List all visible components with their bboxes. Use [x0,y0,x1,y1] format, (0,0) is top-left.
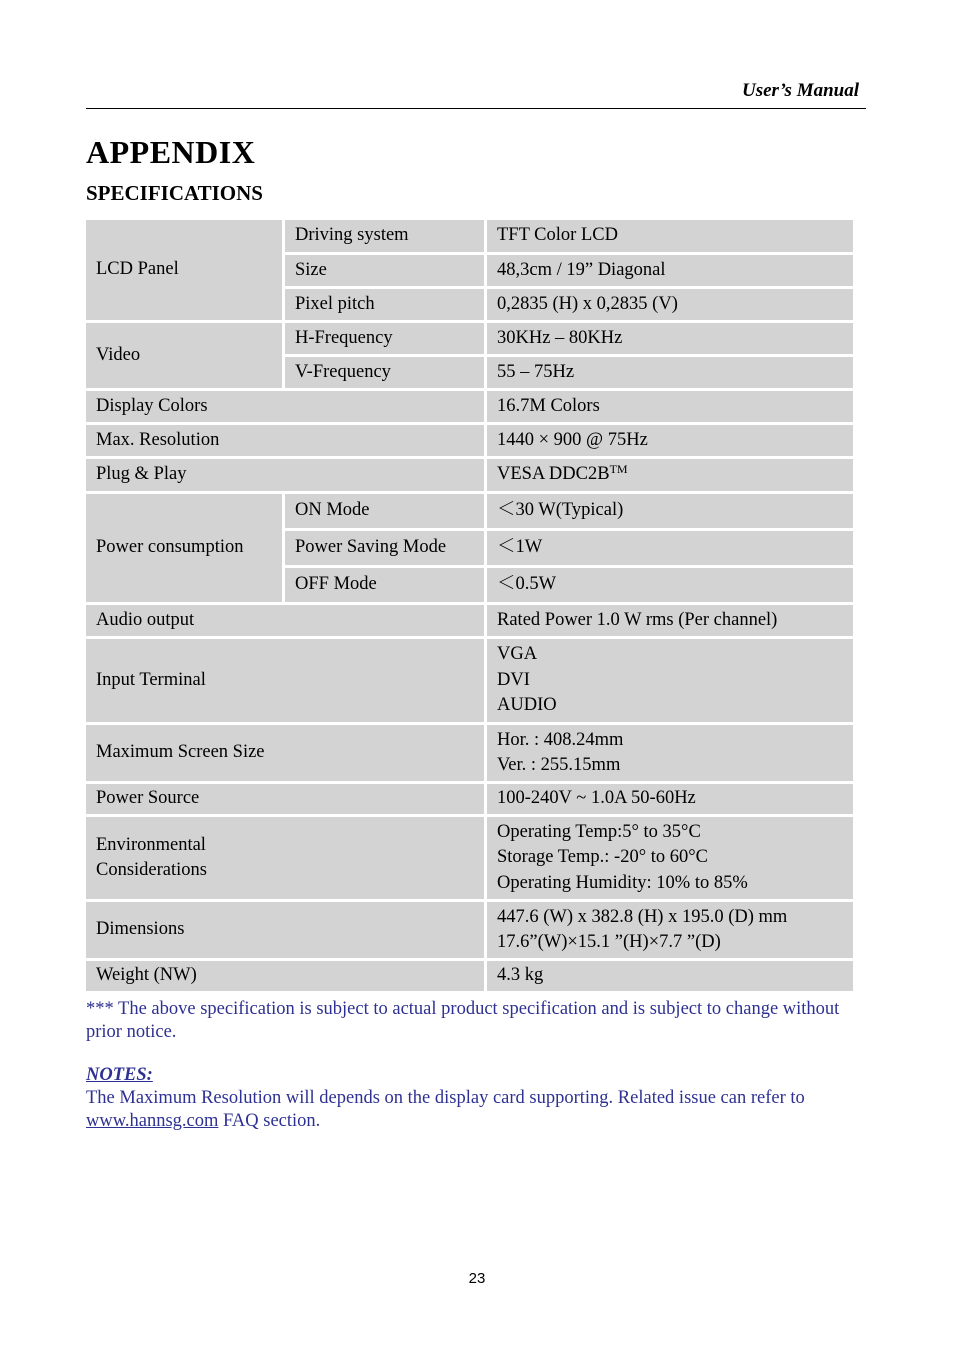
notes-text-after: FAQ section. [223,1110,321,1131]
table-row [86,784,853,814]
spec-label: Audio output [86,605,484,636]
table-row [86,220,853,252]
page-number: 23 [468,1270,486,1287]
table-row [86,817,853,899]
table-row [86,494,853,528]
website-link[interactable]: www.hannsg.com [86,1110,219,1131]
table-row [86,639,853,722]
spec-value-line: Ver. : 255.15mm [497,755,621,775]
spec-label: Dimensions [86,902,484,958]
table-row [86,605,853,636]
spec-value-line: Operating Temp:5° to 35°C [497,821,701,842]
table-row [86,961,853,991]
spec-value [487,902,853,958]
plug-play-value: VESA DDC2B [497,464,610,485]
spec-value: 1440 × 900 @ 75Hz [487,425,853,456]
spec-value [487,817,853,899]
notes-body [86,1087,866,1132]
spec-value: 30KHz – 80KHz [487,323,853,354]
section-title: SPECIFICATIONS [86,181,263,205]
spec-sublabel: H-Frequency [285,323,484,354]
table-row [86,459,853,491]
spec-sublabel: V-Frequency [285,357,484,388]
spec-value: ＜30 W(Typical) [487,494,853,528]
spec-value-line: AUDIO [497,695,557,716]
spec-label: Max. Resolution [86,425,484,456]
spec-value-line: VGA [497,644,538,665]
spec-label: Power consumption [86,494,282,602]
spec-value [487,459,853,491]
table-row [86,725,853,781]
spec-value: Rated Power 1.0 W rms (Per channel) [487,605,853,636]
spec-value [487,725,853,781]
header-title: User’s Manual [741,80,859,101]
specifications-table [83,217,856,994]
page-title: APPENDIX [86,134,256,170]
spec-value: 48,3cm / 19” Diagonal [487,255,853,286]
spec-value: 100-240V ~ 1.0A 50-60Hz [487,784,853,814]
spec-sublabel: ON Mode [285,494,484,528]
table-row [86,902,853,958]
spec-sublabel: Driving system [285,220,484,252]
spec-label: Maximum Screen Size [86,725,484,781]
disclaimer-text: *** The above specification is subject to actual product specification and is subject to change without prior notice. [86,999,840,1042]
spec-label: Weight (NW) [86,961,484,991]
spec-value-line: Storage Temp.: -20° to 60°C [497,847,708,868]
spec-label: Display Colors [86,391,484,422]
header-rule [86,108,866,109]
spec-label: Power Source [86,784,484,814]
spec-label: Input Terminal [86,639,484,722]
spec-sublabel: OFF Mode [285,568,484,602]
spec-sublabel: Size [285,255,484,286]
table-row [86,391,853,422]
table-row [86,323,853,354]
notes-title: NOTES: [86,1065,153,1085]
spec-value [487,639,853,722]
notes-text: The Maximum Resolution will depends on the display card supporting. Related issue can refer to [86,1088,805,1108]
spec-value-line: DVI [497,669,530,690]
spec-label [86,817,484,899]
spec-sublabel: Pixel pitch [285,289,484,320]
spec-label-line: Considerations [96,860,207,880]
table-row [86,425,853,456]
spec-value: 16.7M Colors [487,391,853,422]
spec-value-line: 17.6”(W)×15.1 ”(H)×7.7 ”(D) [497,932,721,952]
spec-value: 55 – 75Hz [487,357,853,388]
spec-value-line: Hor. : 408.24mm [497,729,624,750]
spec-label: LCD Panel [86,220,282,320]
spec-value: 4.3 kg [487,961,853,991]
spec-label: Plug & Play [86,459,484,491]
spec-label-line: Environmental [96,834,206,855]
spec-label: Video [86,323,282,388]
spec-value-line: Operating Humidity: 10% to 85% [497,872,748,893]
spec-value-line: 447.6 (W) x 382.8 (H) x 195.0 (D) mm [497,906,788,927]
spec-value: ＜1W [487,531,853,565]
spec-value: ＜0.5W [487,568,853,602]
trademark-mark: TM [609,462,628,477]
spec-value: 0,2835 (H) x 0,2835 (V) [487,289,853,320]
spec-sublabel: Power Saving Mode [285,531,484,565]
spec-value: TFT Color LCD [487,220,853,252]
